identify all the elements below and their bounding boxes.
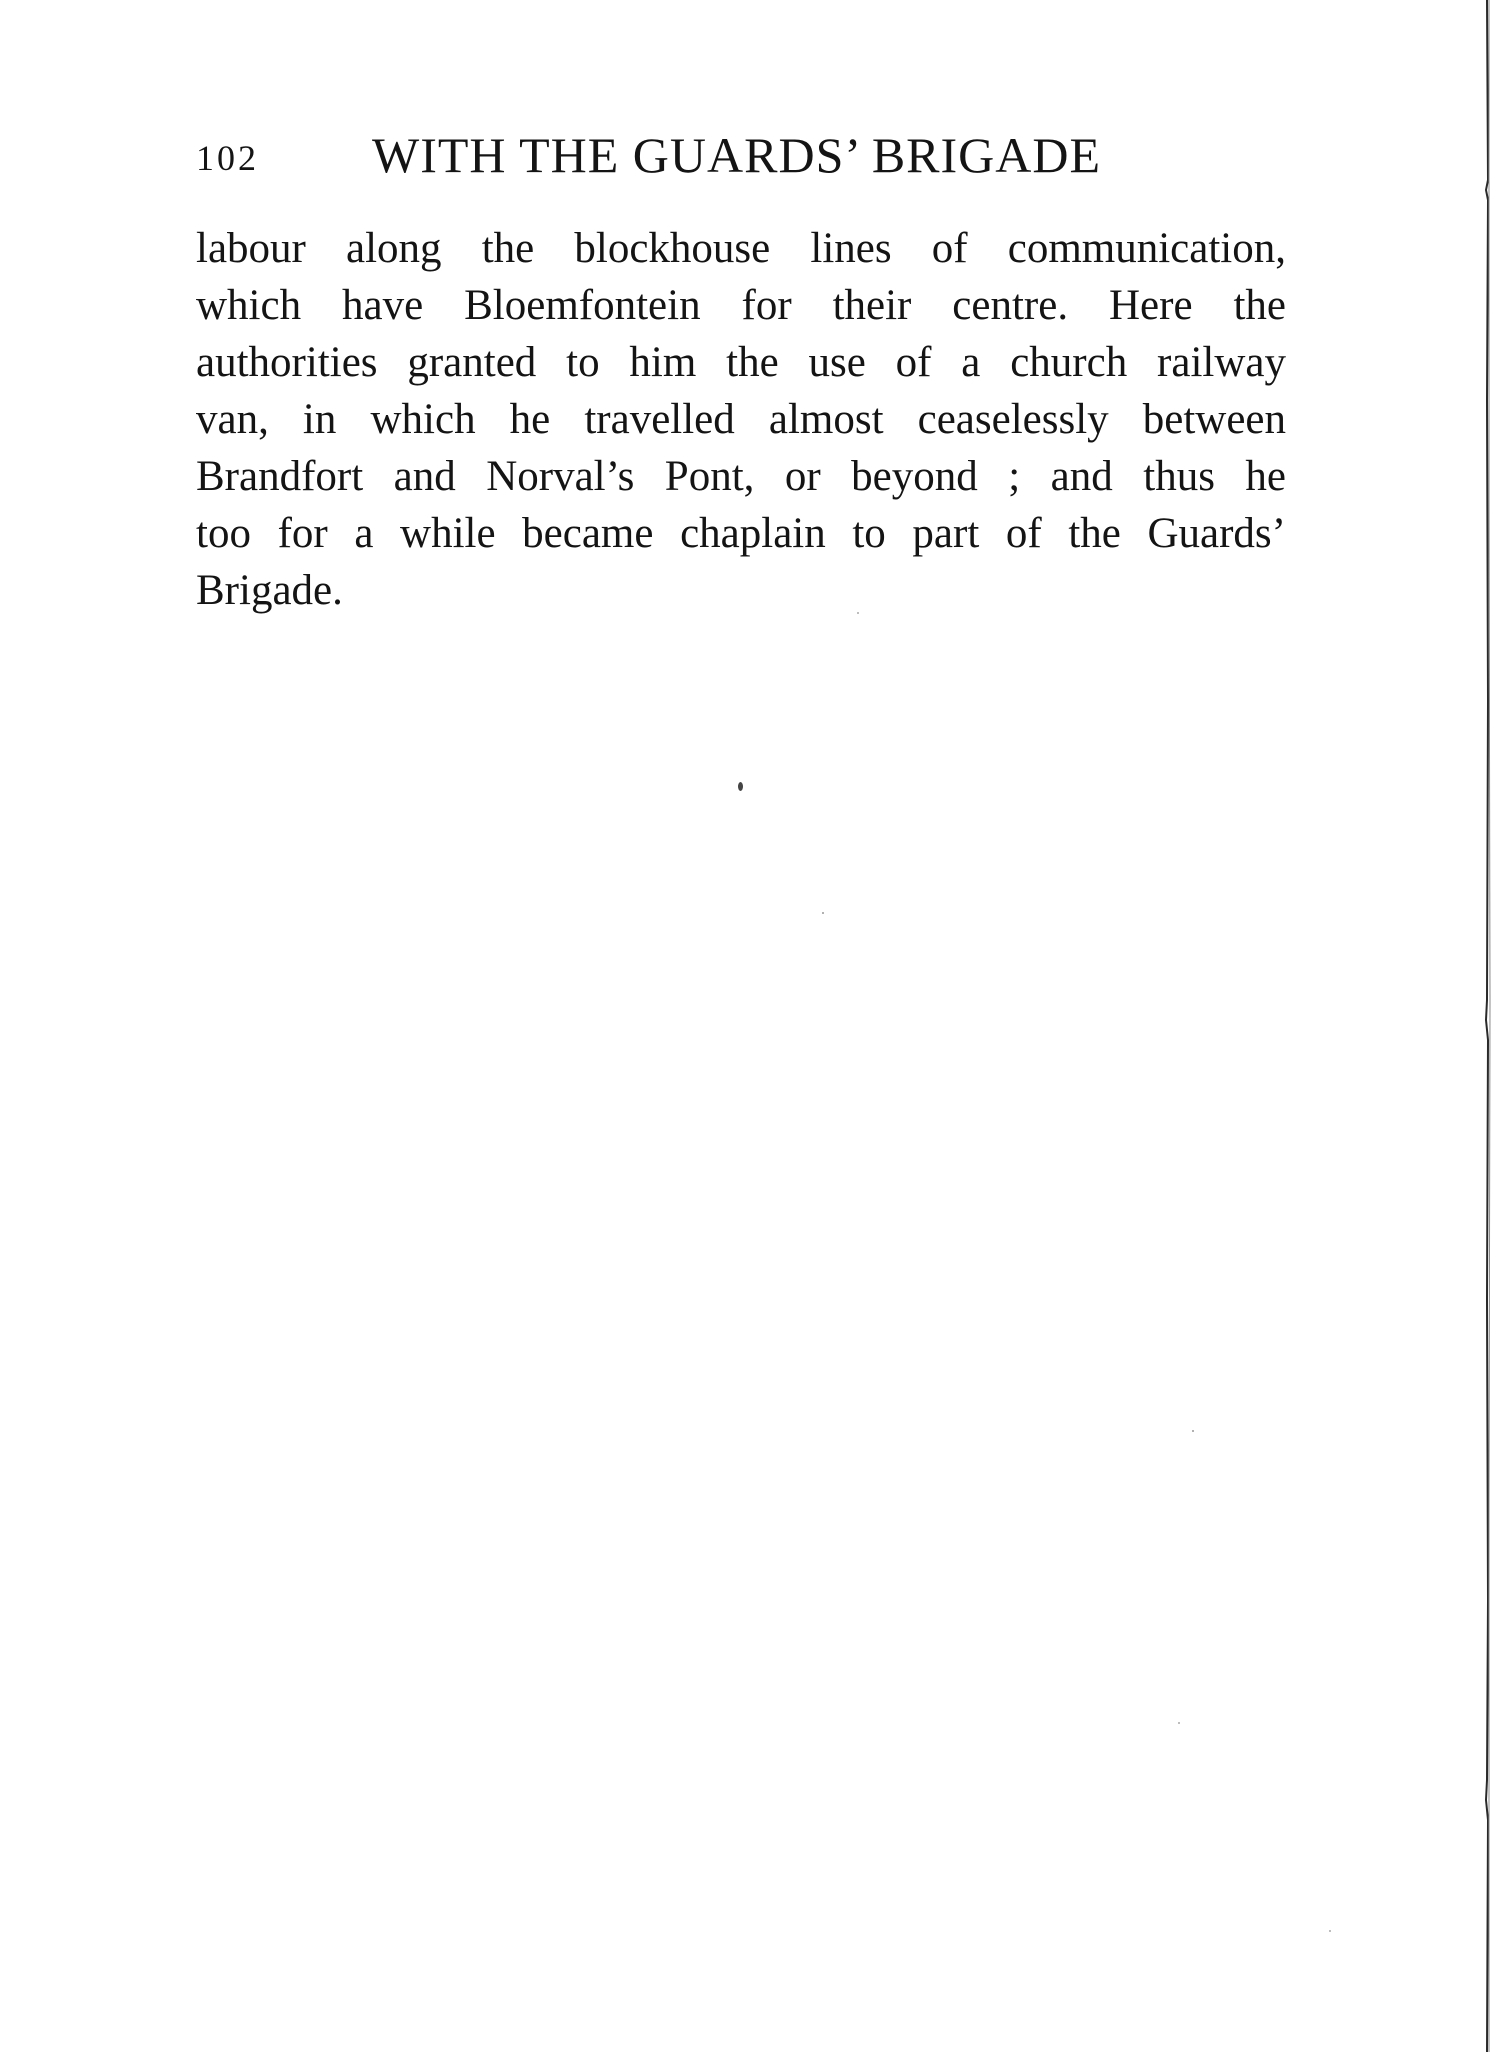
- paper-speck: [857, 612, 859, 614]
- text-line: labour along the blockhouse lines of communication,: [196, 225, 1286, 272]
- text-line: van, in which he travelled almost ceaselessly between: [196, 396, 1286, 443]
- running-head: [196, 126, 1286, 186]
- running-title: WITH THE GUARDS’ BRIGADE: [372, 127, 1102, 183]
- paper-speck: [822, 912, 824, 914]
- text-line: too for a while became chaplain to part of the Guards’: [196, 510, 1286, 557]
- paper-speck: [1178, 1722, 1180, 1724]
- body-paragraph: [196, 220, 1286, 619]
- paper-speck: [738, 782, 743, 791]
- paper-speck: [1329, 1930, 1331, 1932]
- binding-edge: [1483, 0, 1493, 2052]
- text-line: Brigade.: [196, 567, 343, 614]
- text-line: Brandfort and Norval’s Pont, or beyond ; and thus he: [196, 453, 1286, 500]
- paper-speck: [1192, 1430, 1194, 1432]
- text-line: which have Bloemfontein for their centre. Here the: [196, 282, 1286, 329]
- page-number: 102: [196, 138, 259, 178]
- text-line: authorities granted to him the use of a church railway: [196, 339, 1286, 386]
